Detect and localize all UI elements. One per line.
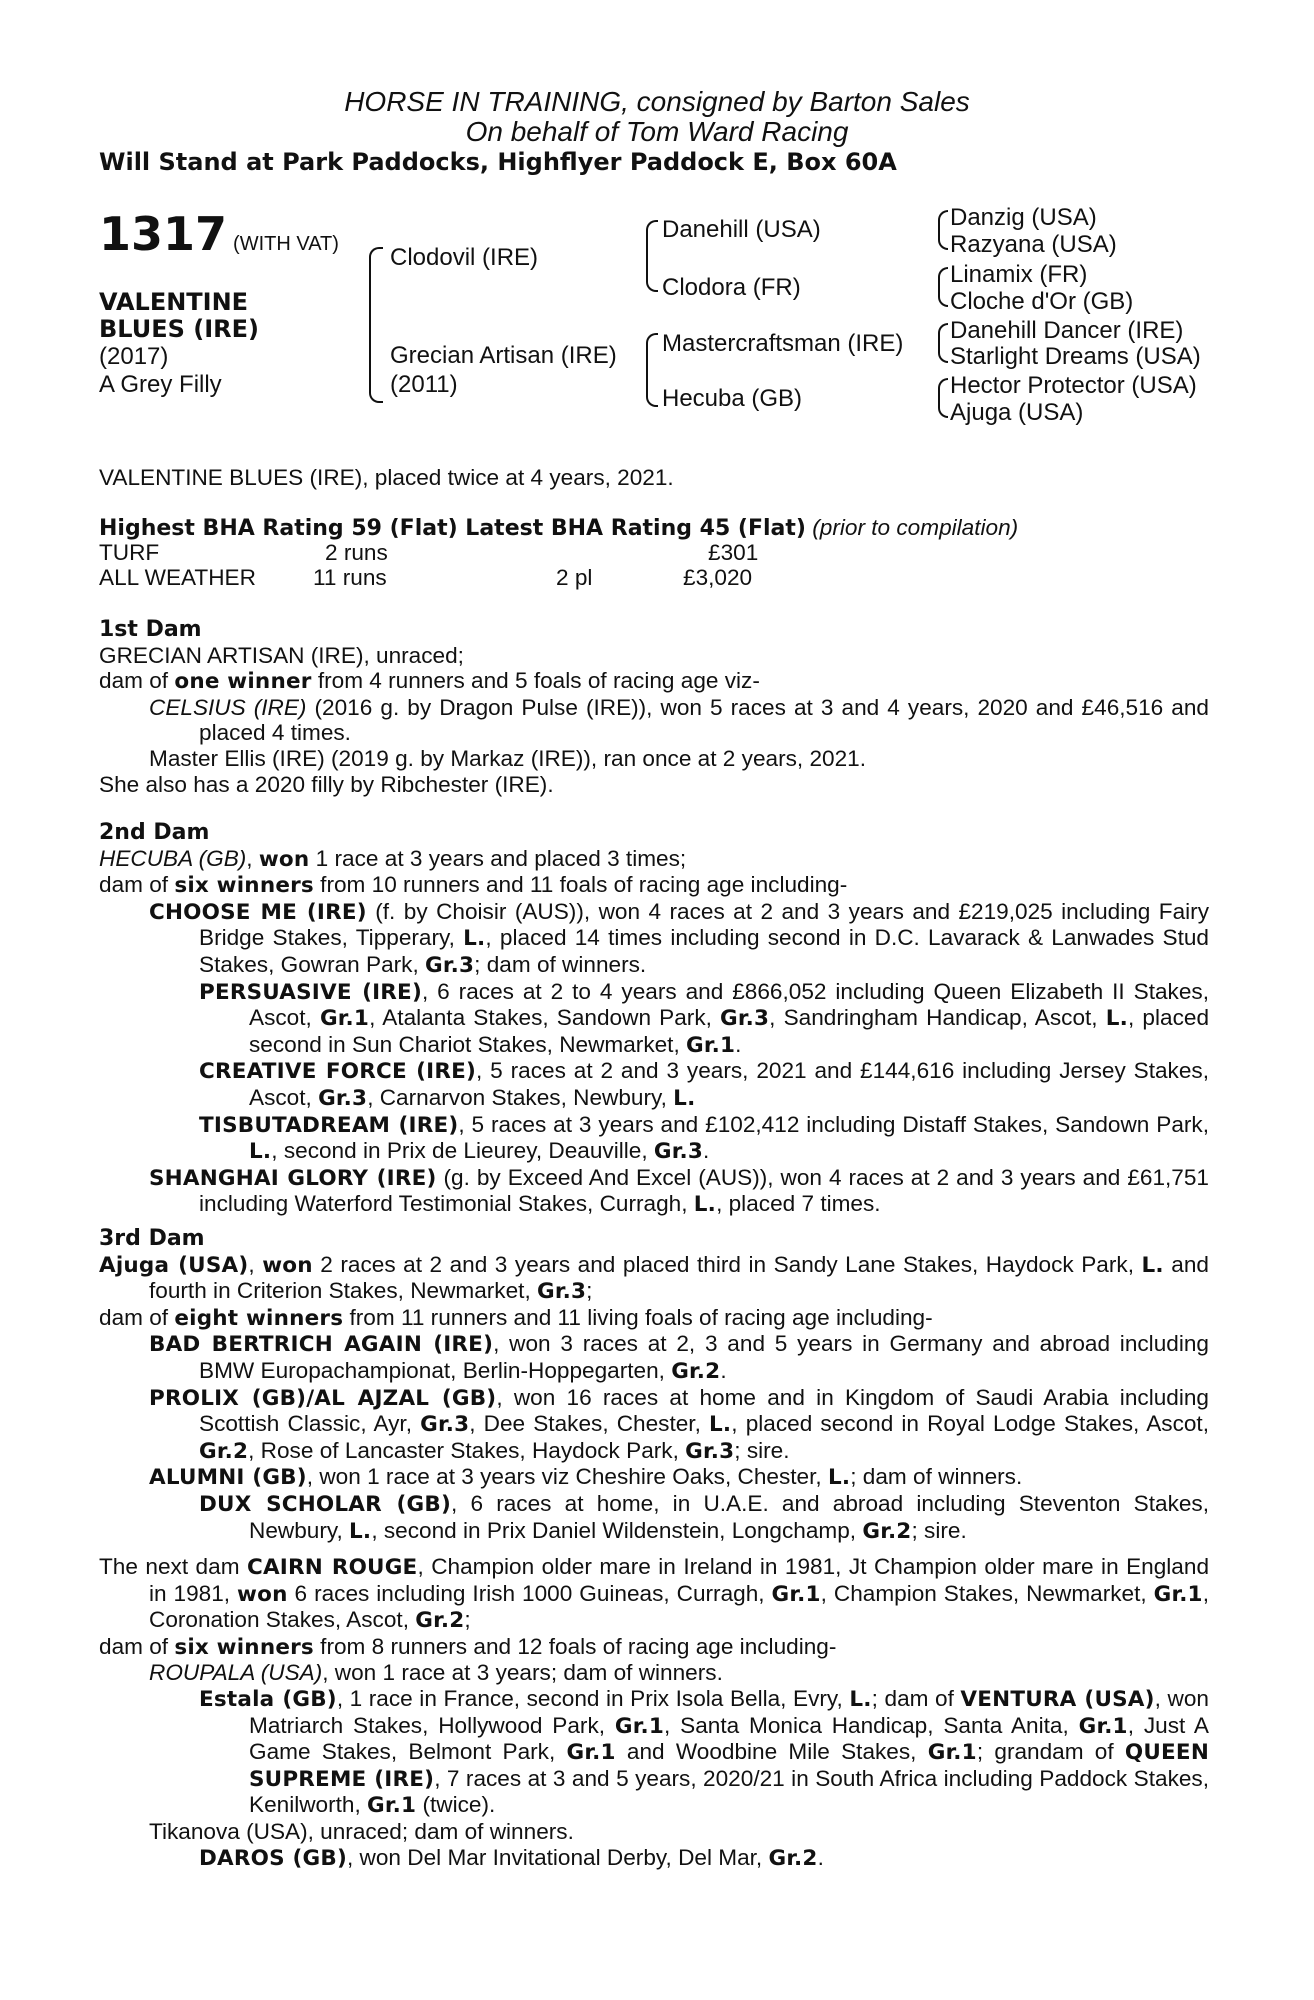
next-line-a: The next dam CAIRN ROUGE, Champion older mare in Ireland in 1981, Jt Champion older mare in England in 1981, won 6 races including Irish 1000 Guineas, Curragh, Gr.1, Champion Stakes, Newmarket, Gr.1, Coronation Stakes, Ascot, Gr.2; bbox=[99, 1554, 1210, 1634]
dam1-celsius: CELSIUS (IRE) (2016 g. by Dragon Pulse (IRE)), won 5 races at 3 and 4 years, 2020 and £46,516 and placed 4 times. bbox=[149, 694, 1209, 746]
dam1-line1: GRECIAN ARTISAN (IRE), unraced; bbox=[99, 642, 464, 668]
dam2-shanghai-glory: SHANGHAI GLORY (IRE) (g. by Exceed And Excel (AUS)), won 4 races at 2 and 3 years and £61,751 including Waterford Testimonial Stakes, Curragh, L., placed 7 times. bbox=[149, 1164, 1209, 1218]
pedigree-brace-main bbox=[369, 247, 383, 403]
pedigree-dam-sire: Mastercraftsman (IRE) bbox=[662, 330, 904, 357]
record-aw-earnings: £3,020 bbox=[683, 565, 753, 590]
section-dam2 bbox=[99, 820, 1209, 1218]
pedigree-sire-sire: Danehill (USA) bbox=[662, 216, 821, 243]
dam1-line2: dam of one winner from 4 runners and 5 foals of racing age viz- bbox=[99, 668, 760, 695]
header-line-1: HORSE IN TRAINING, consigned by Barton Sales bbox=[344, 86, 970, 117]
header-line-2: On behalf of Tom Ward Racing bbox=[465, 116, 849, 147]
dam1-also: She also has a 2020 filly by Ribchester (IRE). bbox=[99, 771, 554, 797]
dam3-dux-scholar: DUX SCHOLAR (GB), 6 races at home, in U.A.E. and abroad including Steventon Stakes, Newbury, L., second in Prix Daniel Wildenstein, Longchamp, Gr.2; sire. bbox=[199, 1490, 1210, 1544]
record-turf-earnings: £301 bbox=[708, 540, 759, 565]
dam2-line-a: HECUBA (GB), won 1 race at 3 years and placed 3 times; bbox=[99, 845, 687, 872]
dam2-title: 2nd Dam bbox=[99, 820, 210, 845]
dam1-title: 1st Dam bbox=[99, 617, 202, 642]
pedigree-brace-g4 bbox=[938, 378, 948, 418]
record-aw-surface: ALL WEATHER bbox=[99, 565, 256, 590]
section-dam1 bbox=[99, 617, 1209, 797]
pedigree-gg-3: Linamix (FR) bbox=[950, 261, 1088, 288]
pedigree-gg-6: Starlight Dreams (USA) bbox=[950, 343, 1201, 370]
section-next-dam bbox=[99, 1554, 1209, 1871]
horse-name-1: VALENTINE bbox=[99, 288, 249, 316]
record-aw-runs: 11 runs bbox=[313, 565, 387, 590]
dam3-line-b: dam of eight winners from 11 runners and 11 living foals of racing age including- bbox=[99, 1304, 933, 1331]
dam2-persuasive: PERSUASIVE (IRE), 6 races at 2 to 4 years and £866,052 including Queen Elizabeth II Stakes, Ascot, Gr.1, Atalanta Stakes, Sandown Park, Gr.3, Sandringham Handicap, Ascot, L., placed second in Sun Chariot Stakes, Newmarket, Gr.1. bbox=[199, 978, 1210, 1058]
dam2-line-b: dam of six winners from 10 runners and 11 foals of racing age including- bbox=[99, 872, 848, 899]
pedigree-brace-g1 bbox=[938, 210, 948, 250]
pedigree-sire: Clodovil (IRE) bbox=[390, 244, 539, 271]
next-daros: DAROS (GB), won Del Mar Invitational Derby, Del Mar, Gr.2. bbox=[199, 1844, 824, 1871]
horse-year: (2017) bbox=[99, 343, 169, 370]
dam3-bad-bertrich: BAD BERTRICH AGAIN (IRE), won 3 races at 2, 3 and 5 years in Germany and abroad including BMW Europachampionat, Berlin-Hoppegarten, Gr.2. bbox=[149, 1331, 1209, 1384]
next-roupala: ROUPALA (USA), won 1 race at 3 years; dam of winners. bbox=[149, 1660, 723, 1686]
pedigree-brace-dam bbox=[646, 333, 658, 407]
pedigree-gg-5: Danehill Dancer (IRE) bbox=[950, 317, 1184, 344]
section-dam3 bbox=[99, 1226, 1209, 1544]
dam3-alumni: ALUMNI (GB), won 1 race at 3 years viz Cheshire Oaks, Chester, L.; dam of winners. bbox=[149, 1464, 1023, 1491]
pedigree-dam: Grecian Artisan (IRE) bbox=[390, 342, 617, 369]
pedigree-brace-g3 bbox=[938, 323, 948, 363]
next-tikanova: Tikanova (USA), unraced; dam of winners. bbox=[149, 1818, 574, 1844]
pedigree-gg-8: Ajuga (USA) bbox=[950, 399, 1084, 426]
dam3-prolix: PROLIX (GB)/AL AJZAL (GB), won 16 races at home and in Kingdom of Saudi Arabia including Scottish Classic, Ayr, Gr.3, Dee Stakes, Chester, L., placed second in Royal Lodge Stakes, Ascot, Gr.2, Rose of Lancaster Stakes, Haydock Park, Gr.3; sire. bbox=[149, 1384, 1209, 1464]
pedigree-dam-dam: Hecuba (GB) bbox=[662, 385, 803, 412]
horse-name-2: BLUES (IRE) bbox=[99, 315, 259, 343]
horse-description: A Grey Filly bbox=[99, 371, 222, 398]
pedigree-gg-4: Cloche d'Or (GB) bbox=[950, 288, 1134, 315]
dam2-tisbutadream: TISBUTADREAM (IRE), 5 races at 3 years and £102,412 including Distaff Stakes, Sandown Park, L., second in Prix de Lieurey, Deauville, Gr.3. bbox=[199, 1111, 1210, 1165]
next-line-b: dam of six winners from 8 runners and 12 foals of racing age including- bbox=[99, 1633, 837, 1660]
pedigree-brace-g2 bbox=[938, 267, 948, 307]
dam3-line-a: Ajuga (USA), won 2 races at 2 and 3 years and placed third in Sandy Lane Stakes, Haydock Park, L. and fourth in Criterion Stakes, Newmarket, Gr.3; bbox=[99, 1251, 1210, 1305]
dam2-choose-me: CHOOSE ME (IRE) (f. by Choisir (AUS)), won 4 races at 2 and 3 years and £219,025 including Fairy Bridge Stakes, Tipperary, L., placed 14 times including second in D.C. Lavarack & Lanwades Stud Stakes, Gowran Park, Gr.3; dam of winners. bbox=[149, 898, 1210, 978]
next-estala: Estala (GB), 1 race in France, second in Prix Isola Bella, Evry, L.; dam of VENTURA (USA), won Matriarch Stakes, Hollywood Park, Gr.1, Santa Monica Handicap, Santa Anita, Gr.1, Just A Game Stakes, Belmont Park, Gr.1 and Woodbine Mile Stakes, Gr.1; grandam of QUEEN SUPREME (IRE), 7 races at 3 and 5 years, 2020/21 in South Africa including Paddock Stakes, Kenilworth, Gr.1 (twice). bbox=[199, 1685, 1210, 1819]
pedigree-brace-sire bbox=[646, 220, 658, 292]
race-summary: VALENTINE BLUES (IRE), placed twice at 4 years, 2021. bbox=[99, 465, 674, 490]
pedigree-gg-7: Hector Protector (USA) bbox=[950, 372, 1197, 399]
record-turf-surface: TURF bbox=[99, 540, 160, 565]
record-turf-runs: 2 runs bbox=[325, 540, 388, 565]
record-aw-placed: 2 pl bbox=[556, 565, 593, 590]
dam2-creative-force: CREATIVE FORCE (IRE), 5 races at 2 and 3 years, 2021 and £144,616 including Jersey Stakes, Ascot, Gr.3, Carnarvon Stakes, Newbury, L. bbox=[199, 1058, 1209, 1111]
bha-rating: Highest BHA Rating 59 (Flat) Latest BHA Rating 45 (Flat) (prior to compilation) bbox=[99, 515, 1019, 541]
pedigree-gg-2: Razyana (USA) bbox=[950, 231, 1117, 258]
dam1-ellis: Master Ellis (IRE) (2019 g. by Markaz (IRE)), ran once at 2 years, 2021. bbox=[149, 745, 866, 771]
pedigree-dam-year: (2011) bbox=[390, 371, 458, 398]
vat-label: (WITH VAT) bbox=[233, 233, 339, 255]
dam3-title: 3rd Dam bbox=[99, 1226, 205, 1251]
pedigree-sire-dam: Clodora (FR) bbox=[662, 274, 801, 301]
lot-number: 1317 (WITH VAT) bbox=[99, 207, 339, 261]
header-line-3: Will Stand at Park Paddocks, Highflyer Paddock E, Box 60A bbox=[99, 148, 897, 176]
pedigree-gg-1: Danzig (USA) bbox=[950, 204, 1097, 231]
